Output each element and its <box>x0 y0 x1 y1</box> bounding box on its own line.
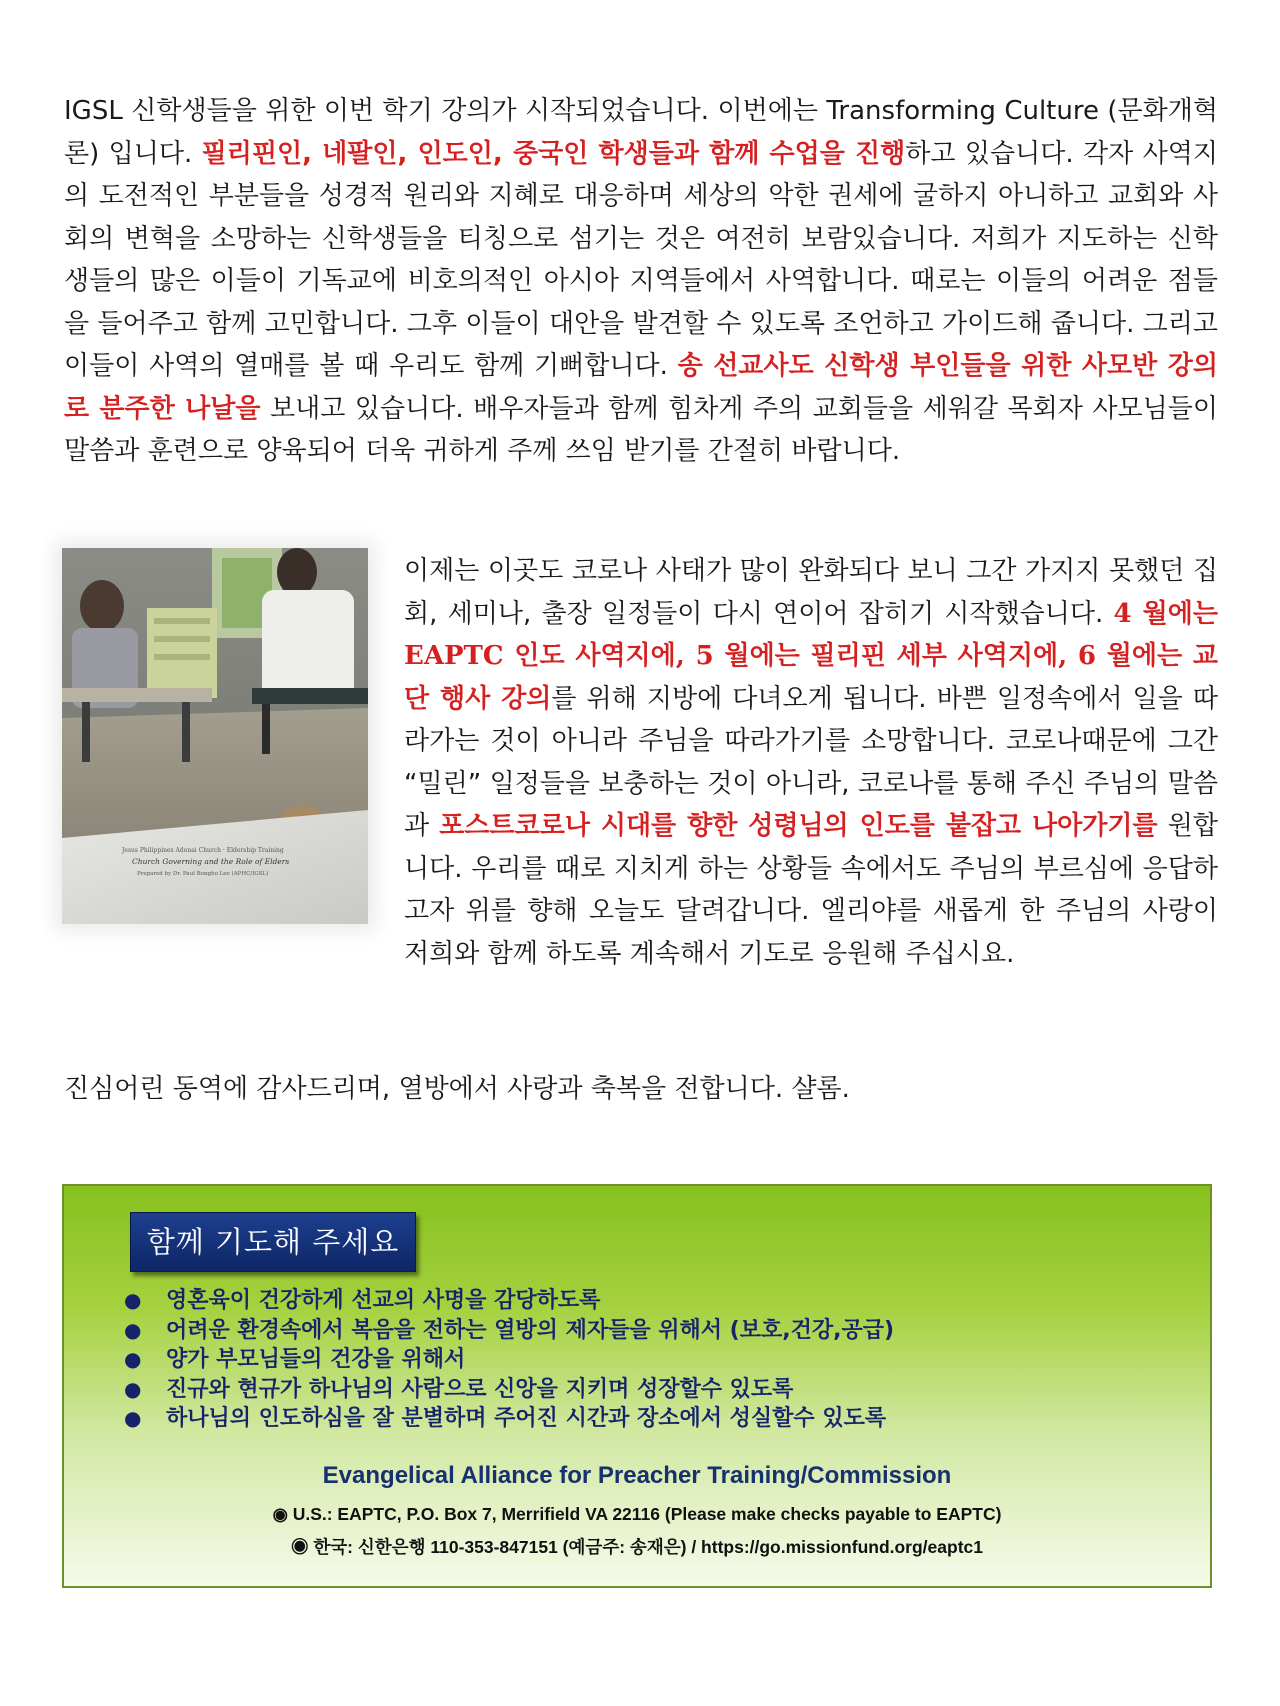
closing-greeting: 진심어린 동역에 감사드리며, 열방에서 사랑과 축복을 전합니다. 샬롬. <box>64 1074 850 1104</box>
schedule-highlight-postcovid: 포스트코로나 시대를 향한 성령님의 인도를 붙잡고 나아가기를 <box>439 811 1158 841</box>
prayer-list <box>122 1286 894 1434</box>
intro-text-end: 보내고 있습니다. 배우자들과 함께 힘차게 주의 교회들을 세워갈 목회자 사모님들이 말씀과 훈련으로 양육되어 더욱 귀하게 주께 쓰임 받기를 간절히 바랍니다. <box>64 393 1218 466</box>
prayer-item: ● 어려운 환경속에서 복음을 전하는 열방의 제자들을 위해서 (보호,건강,공급) <box>122 1316 894 1346</box>
intro-paragraph <box>64 90 1218 473</box>
bullet-icon: ● <box>124 1406 142 1430</box>
schedule-text-end: 원합니다. 우리를 때로 지치게 하는 상황들 속에서도 주님의 부르심에 응답하고자 위를 향해 오늘도 달려갑니다. 엘리야를 새롭게 한 주님의 사랑이 저희와 함께 하도록 계속해서 기도로 응원해 주십시요. <box>404 811 1219 969</box>
intro-highlight-students: 필리핀인, 네팔인, 인도인, 중국인 학생들과 함께 수업을 진행 <box>201 138 906 169</box>
paper-line-1: Jesus Philippines Adonai Church · Eldership Training <box>122 847 284 854</box>
intro-text-middle: 하고 있습니다. 각자 사역지의 도전적인 부분들을 성경적 원리와 지혜로 대응하며 세상의 악한 권세에 굴하지 아니하고 교회와 사회의 변혁을 소망하는 신학생들을 티칭으로 섬기는 것은 여전히 보람있습니다. 저희가 지도하는 신학생들의 많은 이들이 기독교에 비호의적인 아시아 지역들에서 사역합니다. 때로는 이들의 어려운 점들을 들어주고 함께 고민합니다. 그후 이들이 대안을 발견할 수 있도록 조언하고 가이드해 줍니다. 그리고 이들이 사역의 열매를 볼 때 우리도 함께 기뻐합니다. <box>64 138 1218 381</box>
prayer-item: ● 양가 부모님들의 건강을 위해서 <box>122 1345 894 1375</box>
intro-text: IGSL 신학생들을 위한 이번 학기 강의가 시작되었습니다. 이번에는 Transforming Culture (문화개혁론) 입니다. <box>64 96 1218 169</box>
us-address: ◉ U.S.: EAPTC, P.O. Box 7, Merrifield VA 22116 (Please make checks payable to EAPTC) <box>272 1504 1002 1524</box>
schedule-text-middle: 를 위해 지방에 다녀오게 됩니다. 바쁜 일정속에서 일을 따라가는 것이 아니라 주님을 따라가기를 소망합니다. 코로나때문에 그간 “밀린” 일정들을 보충하는 것이 아니라, 코로나를 통해 주신 주님의 말씀과 <box>404 683 1218 841</box>
intro-highlight-wives-class: 송 선교사도 신학생 부인들을 위한 사모반 강의로 분주한 나날을 <box>64 351 1218 424</box>
bullet-icon: ● <box>124 1376 142 1401</box>
bullet-icon: ● <box>124 1288 142 1312</box>
photo-wrap-spacer <box>64 550 404 933</box>
prayer-item: ● 하나님의 인도하심을 잘 분별하며 주어진 시간과 장소에서 성실할수 있도록 <box>122 1404 894 1434</box>
korea-bank-info[interactable]: ◉ 한국: 신한은행 110-353-847151 (예금주: 송재은) / https://go.missionfund.org/eaptc1 <box>291 1537 983 1557</box>
bullet-icon: ● <box>124 1317 142 1342</box>
prayer-item: ● 영혼육이 건강하게 선교의 사명을 감당하도록 <box>122 1286 894 1316</box>
organization-name: Evangelical Alliance for Preacher Training/Commission <box>322 1462 952 1489</box>
prayer-request-box <box>62 1184 1212 1588</box>
paper-line-3: Prepared by Dr. Paul Bongho Lee (APHC/IGSL) <box>137 871 269 877</box>
prayer-title: 함께 기도해 주세요 <box>130 1212 416 1272</box>
schedule-paragraph <box>64 550 1218 975</box>
paper-line-2: Church Governing and the Role of Elders <box>132 857 290 866</box>
schedule-text: 이제는 이곳도 코로나 사태가 많이 완화되다 보니 그간 가지지 못했던 집회, 세미나, 출장 일정들이 다시 연이어 잡히기 시작했습니다. <box>404 556 1218 629</box>
bullet-icon: ● <box>124 1347 142 1371</box>
schedule-highlight-trips: 4 월에는 EAPTC 인도 사역지에, 5 월에는 필리핀 세부 사역지에, 6 월에는 교단 행사 강의 <box>404 598 1218 714</box>
prayer-item: ● 진규와 현규가 하나님의 사람으로 신앙을 지키며 성장할수 있도록 <box>122 1375 894 1405</box>
